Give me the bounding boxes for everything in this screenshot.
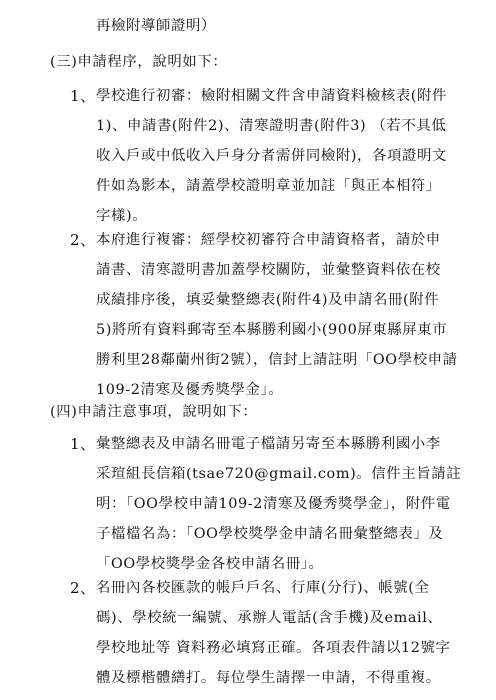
- section-4-heading: (四)申請注意事項，說明如下：: [50, 404, 258, 420]
- section-4-item-2-marker: 2、: [70, 579, 96, 597]
- section-4-item-1-line-2: 采瑄組長信箱(tsae720@gmail.com)。信件主旨請註: [96, 466, 462, 482]
- section-4-item-1-line-3: 明：「OO學校申請109-2清寒及優秀獎學金」，附件電: [96, 496, 451, 512]
- section-3-item-2-line-1: 本府進行複審：經學校初審符合申請資格者，請於申: [96, 232, 441, 248]
- section-3-item-2-line-6: 109-2清寒及優秀獎學金」。: [96, 382, 284, 398]
- section-4-item-1-marker: 1、: [70, 435, 96, 453]
- section-4-item-2-line-3: 學校地址等 資料務必填寫正確。各項表件請以12號字: [96, 640, 451, 656]
- section-4-item-1-line-1: 彙整總表及申請名冊電子檔請另寄至本縣勝利國小李: [96, 436, 441, 452]
- section-3-item-1-line-3: 收入戶或中低收入戶身分者需併同檢附)，各項證明文: [96, 148, 448, 164]
- section-3-item-2-line-3: 成績排序後，填妥彙整總表(附件4)及申請名冊(附件: [96, 292, 440, 308]
- continuation-line: 再檢附導師證明）: [96, 18, 216, 34]
- section-3-heading: (三)申請程序，說明如下：: [50, 54, 228, 70]
- section-3-item-2-line-5: 勝利里28鄰蘭州街2號），信封上請註明「OO學校申請: [96, 352, 458, 368]
- section-3-item-1-marker: 1、: [70, 87, 96, 105]
- section-3-item-1-line-4: 件如為影本，請蓋學校證明章並加註「與正本相符」: [96, 178, 441, 194]
- section-4-item-2-line-1: 名冊內各校匯款的帳戶戶名、行庫(分行)、帳號(全: [96, 580, 430, 596]
- section-4-item-1-line-5: 「OO學校獎學金各校申請名冊」。: [96, 556, 324, 572]
- section-4-item-2-line-4: 體及標楷體繕打。每位學生請擇一申請，不得重複。: [96, 670, 441, 686]
- section-3-item-2-marker: 2、: [70, 231, 96, 249]
- section-3-item-1-line-5: 字樣)。: [96, 208, 148, 224]
- section-3-item-2-line-2: 請書、清寒證明書加蓋學校關防，並彙整資料依在校: [96, 262, 441, 278]
- section-4-item-2-line-2: 碼)、學校統一編號、承辦人電話(含手機)及email、: [96, 610, 443, 626]
- section-3-item-2-line-4: 5)將所有資料郵寄至本縣勝利國小(900屏東縣屏東市: [96, 322, 448, 338]
- section-3-item-1-line-2: 1)、申請書(附件2)、清寒證明書(附件3) （若不具低: [96, 118, 447, 134]
- section-3-item-1-line-1: 學校進行初審：檢附相關文件含申請資料檢核表(附件: [96, 88, 448, 104]
- section-4-item-1-line-4: 子檔檔名為：「OO學校獎學金申請名冊彙整總表」及: [96, 526, 444, 542]
